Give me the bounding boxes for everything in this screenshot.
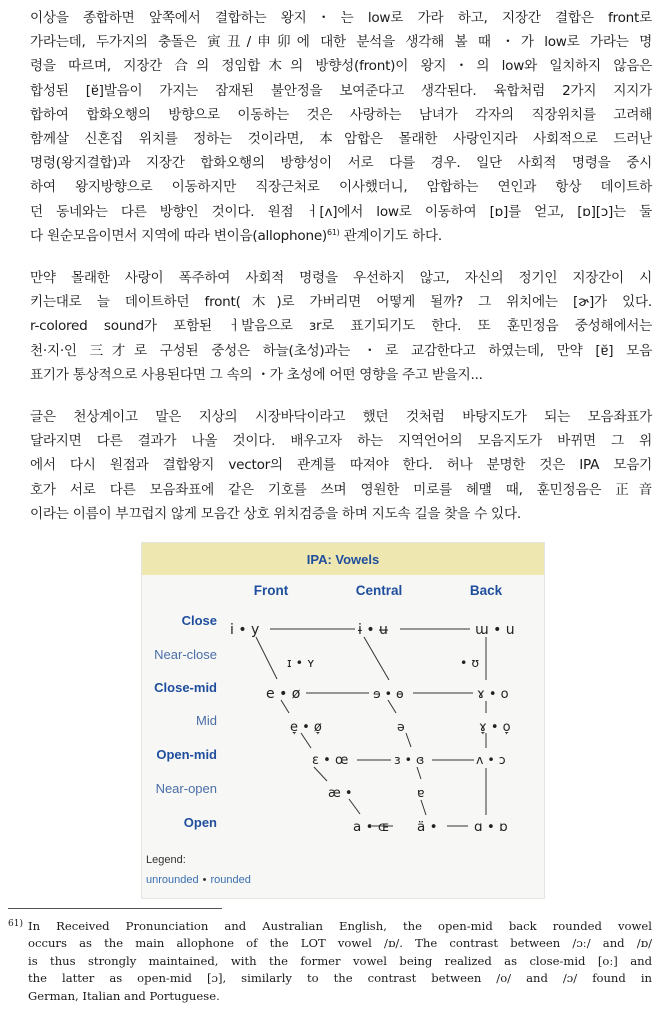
front-edge-lower [301,733,311,748]
footnote [8,918,652,1005]
vowel-closemid-central: ɘ • ɵ [373,686,404,701]
row-open: Open [183,815,217,830]
vowel-nearopen-front: æ • [328,786,353,801]
row-mid: Mid [196,713,217,728]
footnote-line: is thus strongly maintained, with the former vowel being realized as close-mid [oː] and [28,953,652,968]
central-edge-lower [406,733,411,747]
legend-unrounded: unrounded [146,874,199,886]
legend-entries [146,874,251,886]
paragraph-line: 글은 천상계이고 말은 지상의 시장바닥이라고 했던 것처럼 바탕지도가 되는 모음좌표가 [30,409,652,425]
vowel-open-back: ɑ • ɒ [474,819,508,835]
paragraph-line: 키는대로 늘 데이트하던 front(木)로 가버리면 어떻게 될까? 그 위치에는 [ɚ]가 있다. [30,294,652,311]
legend-rounded: rounded [210,874,251,886]
vowel-openmid-front: ɛ • œ [312,753,349,768]
vowel-mid-back: ɤ̞ • o̞ [479,720,511,735]
vowel-openmid-central: ɜ • ɞ [394,752,425,767]
vowel-trapezoid-svg [142,543,544,898]
column-central: Central [355,583,403,598]
paragraph-line-text: 다 원순모음이면서 지역에 따라 변이음(allophone) [30,227,327,244]
footnote-line: the latter as open-mid [ɔ], similarly to the contrast between /o/ and /ɔ/ found in [28,971,652,986]
paragraph-line: 표기가 통상적으로 사용된다면 그 속의 ・가 초성에 어떤 영향을 주고 받을지... [30,366,483,383]
paragraph-line: 합성된 [ɐ̆]발음이 가지는 잠재된 불안정을 보여준다고 생각된다. 육합처럼 2가지 지지가 [30,82,652,99]
paragraph-line: 천·지·인 三才로 구성된 중성은 하늘(초성)과는 ・로 교감한다고 하였는데, 만약 [ɐ̆] 모음 [30,342,652,359]
body-paragraph-3 [30,405,652,526]
column-front: Front [253,583,289,598]
footnote-divider [8,908,222,909]
paragraph-line: 령을 따르며, 지장간 合의 정임합木의 방향성(front)이 왕지・의 low와 일치하지 않음은 [30,58,652,75]
legend-separator: • [202,874,207,886]
paragraph-line: 가라는데, 두가지의 충돌은 寅丑/申卯에 대한 분석을 생각해 볼 때 ・가 low로 가라는 명 [30,34,652,51]
row-near-open: Near-open [155,781,217,796]
paragraph-line: 하여 왕지방향으로 이동하지만 직장근처로 이사했더니, 암합하는 연인과 항상 데이트하 [30,179,652,196]
vowel-mid-front: e̞ • ø̞ [290,720,322,735]
vowel-close-central: ɨ • ʉ [358,622,388,638]
legend-title: Legend: [146,854,186,866]
front-edge-bottom [349,799,360,814]
body-paragraph-2 [30,266,652,387]
central-edge-mid [388,700,396,713]
vowel-close-back: ɯ • u [475,622,515,638]
paragraph-line: 합하여 합화오행의 방향으로 이동하는 것은 사랑하는 남녀가 각자의 직장위치를 고려해 [30,106,652,123]
front-edge-upper [256,637,277,679]
paragraph-line: 만약 몰래한 사랑이 폭주하여 사회적 명령을 우선하지 않고, 자신의 정기인 지장간이 시 [30,270,652,286]
vowel-nearclose-front: ɪ • ʏ [287,655,315,670]
vowel-open-central: ä • [417,819,438,835]
vowel-nearclose-back: • ʊ [460,655,480,670]
vowel-symbols [230,622,515,835]
footnote-body [28,918,652,1005]
vowel-openmid-back: ʌ • ɔ [476,752,506,767]
vowel-closemid-back: ɤ • o [477,687,509,702]
footnote-line: In Received Pronunciation and Australian English, the open-mid back rounded vowel [28,919,652,933]
body-paragraph-1 [30,6,652,248]
chart-title: IPA: Vowels [306,552,380,567]
paragraph-line: r-colored sound가 포함된 ㅓ발음으로 ɜr로 표기되기도 한다. 또 훈민정음 중성해에서는 [30,318,652,335]
paragraph-line: 달라지면 다른 결과가 나올 것이다. 배우고자 하는 지역언어의 모음지도가 바뀌면 그 위 [30,433,652,450]
vowel-open-front: a • ɶ [353,819,390,835]
ipa-vowel-chart [141,542,545,899]
row-open-mid: Open-mid [156,747,217,762]
row-near-close: Near-close [154,647,217,662]
central-edge-low [417,767,421,779]
footnote-line: German, Italian and Portuguese. [28,988,220,1003]
column-back: Back [469,583,503,598]
paragraph-line: 이라는 이름이 부끄럽지 않게 모음간 상호 위치검증을 하며 지도속 길을 찾을 수 있다. [30,505,521,522]
footnote-line: occurs as the main allophone of the LOT vowel /ɒ/. The contrast between /ɔː/ and /ɒ/ [28,936,652,951]
paragraph-line: 던 동네와는 다른 방향인 것이다. 원점 ㅓ[ʌ]에서 low로 이동하여 [ɒ]를 얻고, [ɒ][ɔ]는 둘 [30,203,652,220]
paragraph-line [30,224,652,248]
footnote-number: 61) [8,919,23,929]
paragraph-line: 이상을 종합하면 앞쪽에서 결합하는 왕지・는 low로 가라 하고, 지장간 결합은 front로 [30,10,652,26]
paragraph-line-tail: 관계이기도 하다. [339,227,442,244]
paragraph-line: 함께살 신혼집 위치를 정하는 것이라면, 本암합은 몰래한 사랑인지라 사회적으로 드러난 [30,131,653,148]
central-edge-bottom [421,800,426,815]
paragraph-line: 명령(왕지결합)과 지장간 합화오행의 방향성이 서로 다를 경우. 일단 사회적 명령을 중시 [30,155,652,172]
vowel-mid-central: ə [397,719,405,734]
paragraph-line: 에서 다시 원점과 결합왕지 vector의 관계를 따져야 한다. 허나 분명한 것은 IPA 모음기 [30,457,652,474]
row-close-mid: Close-mid [154,680,217,695]
central-edge-upper [364,637,389,680]
footnote-reference[interactable]: 61) [327,227,340,237]
row-close: Close [181,613,217,628]
paragraph-line: 호가 서로 다른 모음좌표에 같은 기호를 쓰며 영원한 미로를 헤맬 때, 훈민정음은 正音 [30,481,652,498]
vowel-nearopen-central: ɐ [417,785,425,800]
vowel-closemid-front: e • ø [266,686,301,702]
front-edge-low [314,767,327,781]
vowel-close-front: i • y [230,622,260,638]
